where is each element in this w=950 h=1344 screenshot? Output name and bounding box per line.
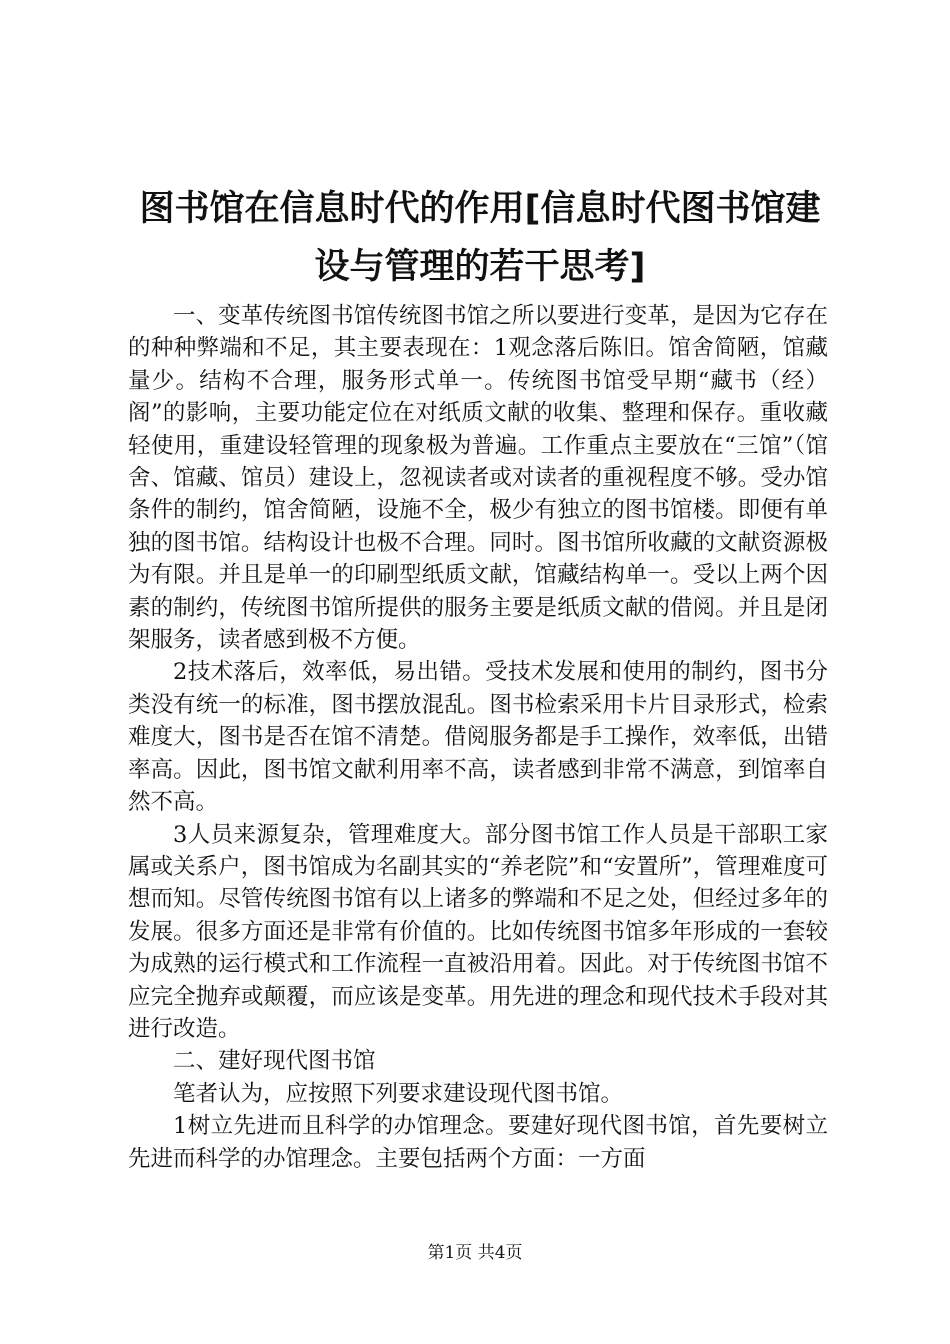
- document-body: [128, 300, 828, 1175]
- paragraph-2: 2技术落后，效率低，易出错。受技术发展和使用的制约，图书分类没有统一的标准，图书摆放混乱。图书检索采用卡片目录形式，检索难度大，图书是否在馆不清楚。借阅服务都是手工操作，效率低，出错率高。因此，图书馆文献利用率不高，读者感到非常不满意，到馆率自然不高。: [128, 659, 828, 816]
- page-footer: 第1页 共4页: [427, 1243, 523, 1263]
- paragraph-1: 一、变革传统图书馆传统图书馆之所以要进行变革，是因为它存在的种种弊端和不足，其主要表现在：1观念落后陈旧。馆舍简陋，馆藏量少。结构不合理，服务形式单一。传统图书馆受早期“藏书（经）阁”的影响，主要功能定位在对纸质文献的收集、整理和保存。重收藏轻使用，重建设轻管理的现象极为普遍。工作重点主要放在“三馆”（馆舍、馆藏、馆员）建设上，忽视读者或对读者的重视程度不够。受办馆条件的制约，馆舍简陋，设施不全，极少有独立的图书馆楼。即便有单独的图书馆。结构设计也极不合理。同时。图书馆所收藏的文献资源极为有限。并且是单一的印刷型纸质文献，馆藏结构单一。受以上两个因素的制约，传统图书馆所提供的服务主要是纸质文献的借阅。并且是闭架服务，读者感到极不方便。: [128, 303, 828, 654]
- title-line-2: 设与管理的若干思考]: [314, 247, 646, 287]
- paragraph-5: 1树立先进而且科学的办馆理念。要建好现代图书馆，首先要树立先进而科学的办馆理念。主要包括两个方面：一方面: [128, 1113, 828, 1172]
- title-line-1: 图书馆在信息时代的作用[信息时代图书馆建: [139, 189, 821, 229]
- paragraph-4: 笔者认为，应按照下列要求建设现代图书馆。: [173, 1080, 624, 1107]
- section-heading-2: 二、建好现代图书馆: [173, 1048, 376, 1075]
- paragraph-3: 3人员来源复杂，管理难度大。部分图书馆工作人员是干部职工家属或关系户，图书馆成为名副其实的“养老院”和“安置所”，管理难度可想而知。尽管传统图书馆有以上诸多的弊端和不足之处，但经过多年的发展。很多方面还是非常有价值的。比如传统图书馆多年形成的一套较为成熟的运行模式和工作流程一直被沿用着。因此。对于传统图书馆不应完全抛弃或颠覆，而应该是变革。用先进的理念和现代技术手段对其进行改造。: [128, 821, 828, 1042]
- document-title: [120, 180, 840, 296]
